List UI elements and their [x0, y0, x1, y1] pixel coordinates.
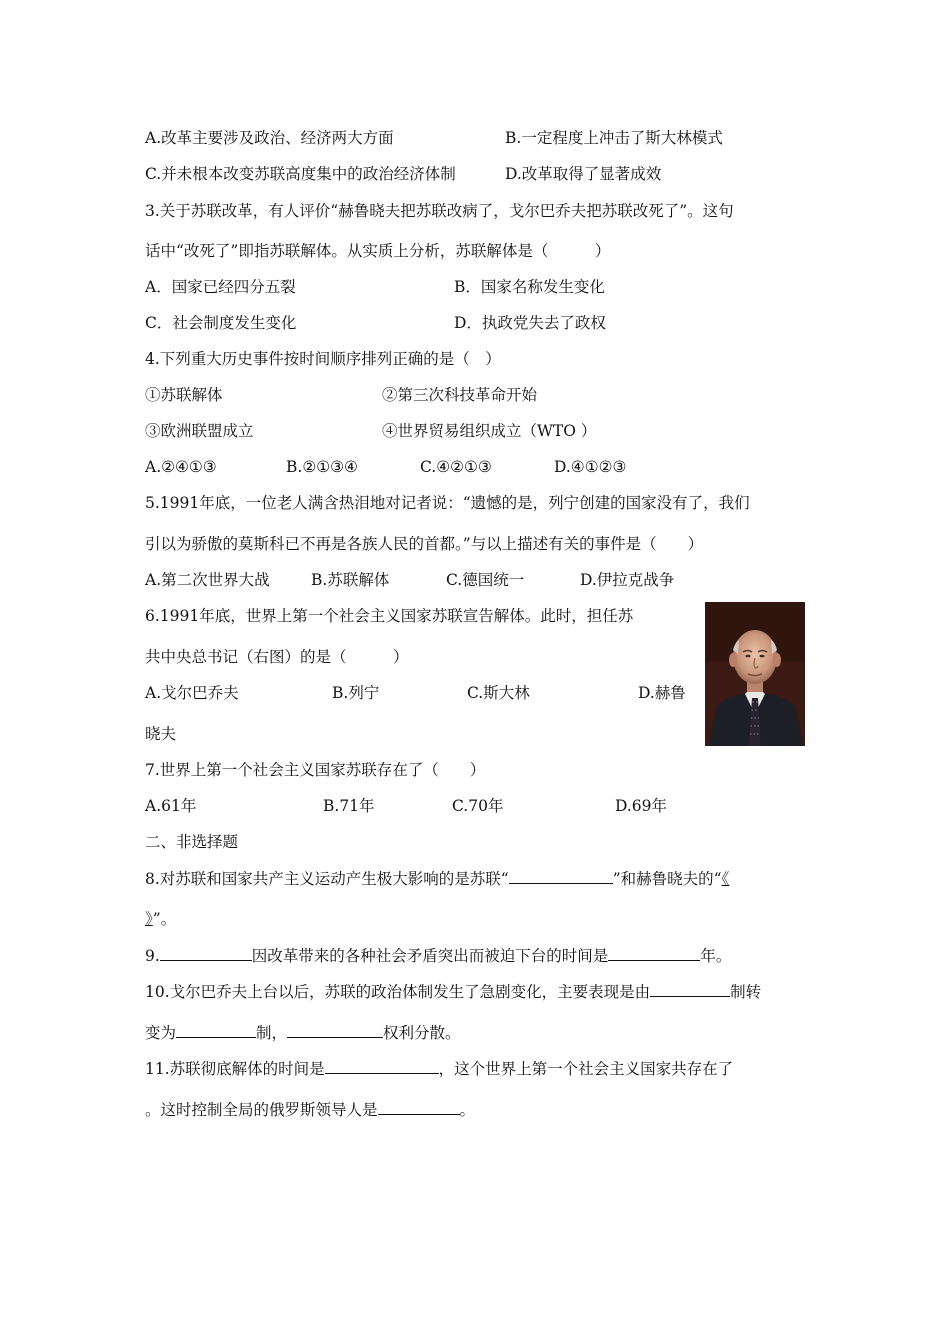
q6-option-d-continued: 晓夫	[145, 725, 177, 743]
q11-line1	[145, 1058, 733, 1079]
q11-text-3: 。这时控制全局的俄罗斯领导人是	[145, 1101, 378, 1119]
q10-text-2: 制转	[730, 983, 762, 1001]
q4-stem: 4.下列重大历史事件按时间顺序排列正确的是（ ）	[145, 350, 501, 368]
q3-option-d: D．执政党失去了政权	[454, 314, 606, 332]
q8-blank-1[interactable]	[509, 868, 613, 884]
q2-option-c: C.并未根本改变苏联高度集中的政治经济体制	[145, 165, 456, 183]
q4-option-d: D.④①②③	[554, 458, 627, 476]
q9-blank-1[interactable]	[160, 945, 252, 961]
q10-text-4: 制，	[256, 1024, 288, 1042]
q8-book-close-mark: 》	[145, 910, 153, 928]
q5-option-a: A.第二次世界大战	[145, 571, 270, 589]
q7-stem: 7.世界上第一个社会主义国家苏联存在了（ ）	[145, 761, 486, 779]
q11-text-2: ，这个世界上第一个社会主义国家共存在了	[438, 1060, 734, 1078]
portrait-illustration	[705, 602, 805, 746]
q2-option-d: D.改革取得了显著成效	[505, 165, 662, 183]
q9-blank-2[interactable]	[608, 945, 700, 961]
q4-event-3: ③欧洲联盟成立	[145, 422, 254, 440]
q9-text-3: 年。	[700, 947, 732, 965]
q9-text-1: 9.	[145, 947, 160, 965]
q10-blank-3[interactable]	[287, 1022, 383, 1038]
q6-option-a: A.戈尔巴乔夫	[145, 684, 239, 702]
q4-event-4: ④世界贸易组织成立（WTO ）	[382, 422, 597, 440]
q10-text-1: 10.戈尔巴乔夫上台以后，苏联的政治体制发生了急剧变化，主要表现是由	[145, 983, 651, 1001]
q9-line	[145, 945, 731, 966]
q10-text-5: 权利分散。	[383, 1024, 461, 1042]
q6-stem-line2: 共中央总书记（右图）的是（ ）	[145, 648, 409, 666]
q3-stem-line1: 3.关于苏联改革，有人评价“赫鲁晓夫把苏联改病了，戈尔巴乔夫把苏联改死了”。这句	[145, 202, 734, 220]
q11-text-4: 。	[459, 1101, 476, 1119]
q7-option-b: B.71年	[323, 797, 375, 815]
q4-event-1: ①苏联解体	[145, 386, 223, 404]
q4-event-2: ②第三次科技革命开始	[382, 386, 538, 404]
q5-option-b: B.苏联解体	[311, 571, 390, 589]
q2-option-b: B.一定程度上冲击了斯大林模式	[505, 129, 723, 147]
q3-option-c: C．社会制度发生变化	[145, 314, 297, 332]
q4-option-c: C.④②①③	[420, 458, 492, 476]
q11-text-1: 11.苏联彻底解体的时间是	[145, 1060, 325, 1078]
q11-line2	[145, 1099, 475, 1120]
q6-option-c: C.斯大林	[467, 684, 530, 702]
q10-line2	[145, 1022, 461, 1043]
q5-option-d: D.伊拉克战争	[580, 571, 675, 589]
portrait-photo	[705, 602, 805, 746]
q10-blank-2[interactable]	[176, 1022, 256, 1038]
q4-option-a: A.②④①③	[145, 458, 217, 476]
q4-option-b: B.②①③④	[286, 458, 358, 476]
q3-option-a: A．国家已经四分五裂	[145, 278, 296, 296]
q10-text-3: 变为	[145, 1024, 177, 1042]
q8-line1	[145, 868, 729, 889]
q8-text-2: ”和赫鲁晓夫的“	[612, 870, 722, 888]
section-heading: 二、非选择题	[145, 833, 239, 851]
q5-option-c: C.德国统一	[446, 571, 525, 589]
q2-option-a: A.改革主要涉及政治、经济两大方面	[145, 129, 394, 147]
q11-blank-2[interactable]	[378, 1099, 460, 1115]
q8-text-3: ”。	[152, 910, 177, 928]
q6-option-d: D.赫鲁	[638, 684, 686, 702]
q8-book-open-mark: 《	[721, 870, 730, 888]
q8-line2	[145, 909, 176, 929]
q6-stem-line1: 6.1991年底，世界上第一个社会主义国家苏联宣告解体。此时，担任苏	[145, 607, 634, 625]
q10-blank-1[interactable]	[650, 981, 730, 997]
q7-option-c: C.70年	[452, 797, 504, 815]
q5-stem-line2: 引以为骄傲的莫斯科已不再是各族人民的首都。”与以上描述有关的事件是（ ）	[145, 535, 704, 553]
q10-line1	[145, 981, 761, 1002]
q5-stem-line1: 5.1991年底，一位老人满含热泪地对记者说：“遗憾的是，列宁创建的国家没有了，我们	[145, 494, 750, 512]
q6-option-b: B.列宁	[332, 684, 380, 702]
q3-option-b: B．国家名称发生变化	[454, 278, 605, 296]
q11-blank-1[interactable]	[325, 1058, 439, 1074]
q9-text-2: 因改革带来的各种社会矛盾突出而被迫下台的时间是	[251, 947, 609, 965]
q8-text-1: 8.对苏联和国家共产主义运动产生极大影响的是苏联“	[145, 870, 509, 888]
q7-option-a: A.61年	[145, 797, 197, 815]
q3-stem-line2: 话中“改死了”即指苏联解体。从实质上分析，苏联解体是（ ）	[145, 242, 611, 260]
q7-option-d: D.69年	[615, 797, 668, 815]
